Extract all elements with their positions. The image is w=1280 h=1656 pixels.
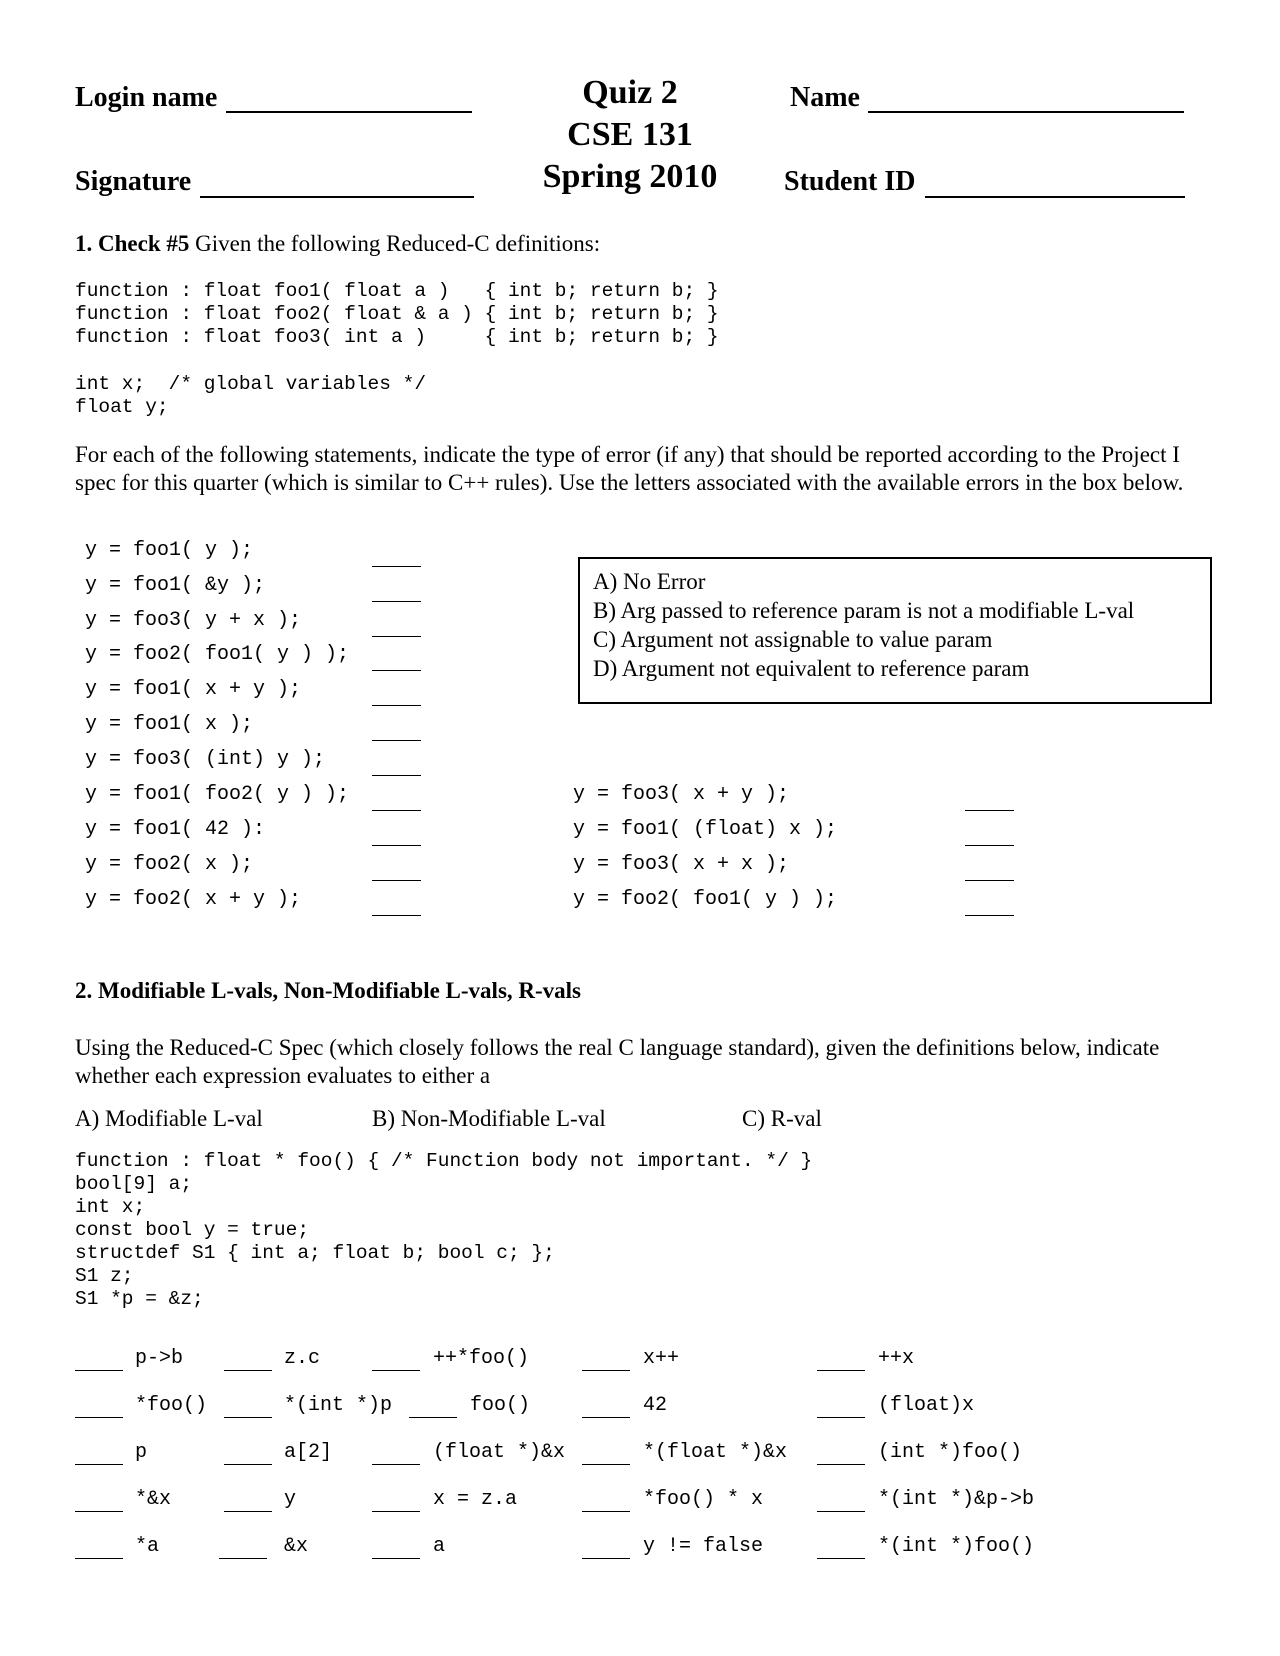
q2-answer-blank[interactable]	[817, 1464, 865, 1465]
q1-statement: y = foo1( y );	[85, 539, 254, 562]
q2-answer-blank[interactable]	[372, 1511, 420, 1512]
q2-expression: *a	[135, 1535, 160, 1558]
q2-expression: (int *)foo()	[878, 1441, 1023, 1464]
q2-answer-blank[interactable]	[582, 1417, 630, 1418]
q2-code-line: S1 *p = &z;	[75, 1288, 204, 1310]
q1-answer-blank[interactable]	[965, 845, 1014, 846]
q1-answer-blank[interactable]	[372, 740, 421, 741]
q2-answer-blank[interactable]	[372, 1464, 420, 1465]
q1-answer-blank[interactable]	[372, 670, 421, 671]
q1-answer-blank[interactable]	[965, 915, 1014, 916]
signature-field[interactable]	[200, 196, 474, 198]
q2-answer-blank[interactable]	[75, 1511, 123, 1512]
q2-answer-blank[interactable]	[582, 1370, 630, 1371]
q2-expression: p->b	[135, 1347, 184, 1370]
q1-statement: y = foo2( x + y );	[85, 888, 302, 911]
q1-statement: y = foo3( (int) y );	[85, 748, 326, 771]
q2-expression: y	[284, 1488, 297, 1511]
student-id-field[interactable]	[925, 196, 1185, 198]
q2-title: 2. Modifiable L-vals, Non-Modifiable L-vals, R-vals	[75, 978, 582, 1003]
q1-global-2: float y;	[75, 396, 169, 418]
login-name-field[interactable]	[226, 111, 472, 113]
q2-expression: ++*foo()	[433, 1347, 530, 1370]
login-name-label: Login name	[75, 82, 218, 113]
q2-answer-blank[interactable]	[224, 1417, 272, 1418]
error-options-box	[578, 557, 1212, 704]
q1-answer-blank[interactable]	[372, 915, 421, 916]
q2-option-a: A) Modifiable L-val	[75, 1106, 263, 1131]
q1-answer-blank[interactable]	[372, 880, 421, 881]
q2-code-line: bool[9] a;	[75, 1173, 193, 1195]
q1-statement: y = foo1( (float) x );	[573, 818, 838, 841]
q1-number: 1. Check #5	[75, 231, 190, 256]
q1-answer-blank[interactable]	[372, 601, 421, 602]
q1-statement: y = foo1( &y );	[85, 574, 266, 597]
q1-def-2: function : float foo2( float & a ) { int b; return b; }	[75, 303, 719, 325]
error-option: D) Argument not equivalent to reference param	[593, 656, 1030, 681]
student-id-label: Student ID	[784, 166, 916, 197]
q2-answer-blank[interactable]	[75, 1417, 123, 1418]
q1-statement: y = foo2( foo1( y ) );	[85, 643, 350, 666]
name-field[interactable]	[868, 111, 1184, 113]
q1-answer-blank[interactable]	[372, 705, 421, 706]
q1-answer-blank[interactable]	[372, 775, 421, 776]
quiz-title: Quiz 2	[582, 74, 678, 111]
q2-answer-blank[interactable]	[219, 1558, 267, 1559]
q2-code-line: structdef S1 { int a; float b; bool c; };	[75, 1242, 555, 1264]
q2-answer-blank[interactable]	[75, 1370, 123, 1371]
q2-answer-blank[interactable]	[224, 1511, 272, 1512]
q2-answer-blank[interactable]	[75, 1558, 123, 1559]
q2-expression: x++	[643, 1347, 680, 1370]
q1-statement: y = foo2( foo1( y ) );	[573, 888, 838, 911]
q2-answer-blank[interactable]	[582, 1464, 630, 1465]
q2-answer-blank[interactable]	[224, 1464, 272, 1465]
q2-expression: z.c	[284, 1347, 321, 1370]
q1-statement: y = foo1( x + y );	[85, 678, 302, 701]
q2-answer-blank[interactable]	[372, 1370, 420, 1371]
q2-expression: *(int *)foo()	[878, 1535, 1035, 1558]
q2-expression: ++x	[878, 1347, 915, 1370]
q2-expression: &x	[284, 1535, 309, 1558]
q2-expression: x = z.a	[433, 1488, 518, 1511]
q1-def-1: function : float foo1( float a ) { int b; return b; }	[75, 280, 719, 302]
q2-expression: *&x	[135, 1488, 172, 1511]
q1-heading	[75, 231, 600, 257]
q2-answer-blank[interactable]	[817, 1511, 865, 1512]
q2-code-line: S1 z;	[75, 1265, 134, 1287]
q1-global-1: int x; /* global variables */	[75, 373, 427, 395]
q2-expression: (float *)&x	[433, 1441, 566, 1464]
q1-statement: y = foo1( 42 ):	[85, 818, 266, 841]
q2-expression: p	[135, 1441, 148, 1464]
q2-answer-blank[interactable]	[582, 1511, 630, 1512]
q2-expression: *(int *)&p->b	[878, 1488, 1035, 1511]
q2-intro: Using the Reduced-C Spec (which closely follows the real C language standard), given the definitions below, indicate whether each expression evaluates to either a	[75, 1035, 1160, 1088]
q2-answer-blank[interactable]	[372, 1558, 420, 1559]
q2-code-line: int x;	[75, 1196, 146, 1218]
q2-expression: (float)x	[878, 1394, 975, 1417]
q2-answer-blank[interactable]	[582, 1558, 630, 1559]
q2-answer-blank[interactable]	[224, 1370, 272, 1371]
q1-statement: y = foo3( x + y );	[573, 783, 790, 806]
q2-expression: y != false	[643, 1535, 764, 1558]
q2-expression: 42	[643, 1394, 668, 1417]
q2-answer-blank[interactable]	[817, 1370, 865, 1371]
q1-statement: y = foo1( foo2( y ) );	[85, 783, 350, 806]
name-label: Name	[790, 82, 860, 113]
q1-def-3: function : float foo3( int a ) { int b; return b; }	[75, 326, 719, 348]
q2-answer-blank[interactable]	[409, 1417, 457, 1418]
q1-answer-blank[interactable]	[372, 636, 421, 637]
q1-instructions: For each of the following statements, indicate the type of error (if any) that should be reported according to the Project I spec for this quarter (which is similar to C++ rules). Use the letters associated with the available errors in the box below.	[75, 442, 1184, 495]
q2-expression: a[2]	[284, 1441, 333, 1464]
q2-answer-blank[interactable]	[817, 1558, 865, 1559]
q1-answer-blank[interactable]	[965, 810, 1014, 811]
signature-label: Signature	[75, 166, 192, 197]
q2-expression: *(float *)&x	[643, 1441, 788, 1464]
error-option: C) Argument not assignable to value param	[593, 627, 993, 652]
q2-code-line: function : float * foo() { /* Function body not important. */ }	[75, 1150, 813, 1172]
term-title: Spring 2010	[542, 158, 718, 195]
q2-expression: *foo()	[135, 1394, 208, 1417]
q2-answer-blank[interactable]	[817, 1417, 865, 1418]
course-title: CSE 131	[567, 116, 693, 153]
error-option: A) No Error	[593, 569, 706, 594]
q1-intro: Given the following Reduced-C definitions:	[195, 231, 601, 256]
q1-statement: y = foo3( y + x );	[85, 609, 302, 632]
q1-statement: y = foo1( x );	[85, 713, 254, 736]
q1-answer-blank[interactable]	[965, 880, 1014, 881]
q2-expression: *(int *)p	[284, 1394, 393, 1417]
q2-expression: foo()	[470, 1394, 531, 1417]
q2-option-b: B) Non-Modifiable L-val	[372, 1106, 606, 1131]
q1-answer-blank[interactable]	[372, 810, 421, 811]
q2-option-c: C) R-val	[742, 1106, 822, 1131]
error-option: B) Arg passed to reference param is not a modifiable L-val	[593, 598, 1135, 623]
q2-answer-blank[interactable]	[75, 1464, 123, 1465]
q1-statement: y = foo3( x + x );	[573, 853, 790, 876]
q1-answer-blank[interactable]	[372, 845, 421, 846]
q2-code-line: const bool y = true;	[75, 1219, 310, 1241]
q2-expression: *foo() * x	[643, 1488, 764, 1511]
q1-answer-blank[interactable]	[372, 566, 421, 567]
q2-expression: a	[433, 1535, 446, 1558]
q1-statement: y = foo2( x );	[85, 853, 254, 876]
